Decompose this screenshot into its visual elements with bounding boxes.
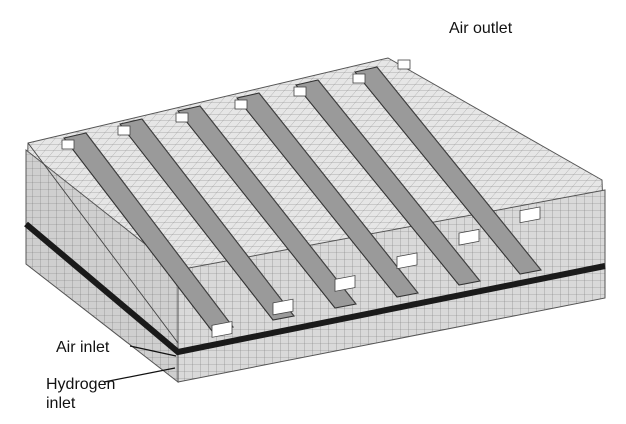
- hydrogen-inlet-label-line2: inlet: [46, 395, 76, 412]
- hydrogen-inlet-label-line1: Hydrogen: [46, 376, 116, 393]
- air-inlet-label: Air inlet: [56, 339, 110, 356]
- air-outlet-label: Air outlet: [449, 20, 513, 37]
